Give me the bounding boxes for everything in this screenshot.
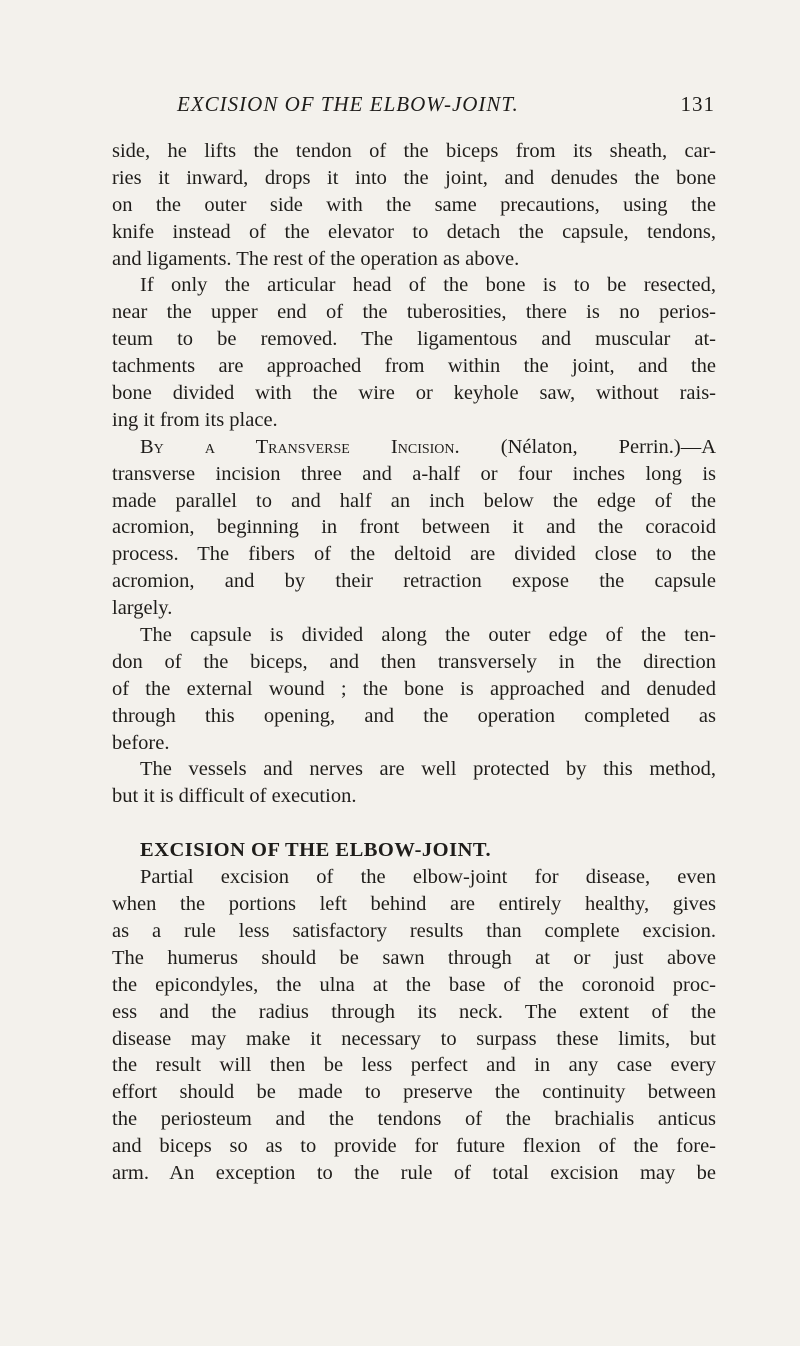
text-line: through this opening, and the operation completed as [112, 704, 716, 727]
text-line: side, he lifts the tendon of the biceps from its sheath, car- [112, 140, 716, 162]
run-in-heading: By a Transverse Incision. [140, 435, 460, 458]
text-line: the periosteum and the tendons of the brachialis anticus [112, 1108, 716, 1131]
text-line: made parallel to and half an inch below the edge of the [112, 489, 716, 512]
text-line: ess and the radius through its neck. The extent of the [112, 1000, 716, 1023]
text-fragment: (Nélaton, Perrin.)—A [500, 435, 717, 458]
text-line: and ligaments. The rest of the operation as above. [112, 247, 520, 270]
text-line: largely. [112, 597, 173, 620]
text-line: of the external wound ; the bone is approached and denuded [112, 677, 716, 700]
text-line: near the upper end of the tuberosities, there is no perios- [112, 301, 716, 324]
text-line: but it is difficult of execution. [112, 785, 357, 808]
text-line: when the portions left behind are entirely healthy, gives [112, 893, 716, 916]
text-line: transverse incision three and a-half or four inches long is [112, 462, 716, 485]
text-line: and biceps so as to provide for future flexion of the fore- [112, 1135, 716, 1158]
text-line: process. The fibers of the deltoid are divided close to the [112, 543, 716, 566]
paragraph-opening-line [112, 434, 716, 461]
page-body [112, 138, 716, 1187]
section-heading: EXCISION OF THE ELBOW-JOINT. [140, 839, 492, 862]
text-line: on the outer side with the same precautions, using the [112, 193, 716, 216]
text-line: The capsule is divided along the outer edge of the ten- [140, 624, 716, 647]
text-line: The humerus should be sawn through at or just above [112, 946, 716, 969]
text-line: effort should be made to preserve the continuity between [112, 1081, 716, 1104]
text-line: ing it from its place. [112, 408, 278, 431]
text-line: as a rule less satisfactory results than complete excision. [112, 919, 716, 942]
text-line: acromion, and by their retraction expose the capsule [112, 570, 716, 593]
text-line: tachments are approached from within the joint, and the [112, 355, 716, 378]
text-line: before. [112, 731, 170, 754]
running-title: EXCISION OF THE ELBOW-JOINT. [177, 92, 519, 116]
page-number: 131 [680, 92, 715, 116]
text-line: If only the articular head of the bone is to be resected, [140, 274, 716, 297]
text-line: disease may make it necessary to surpass these limits, but [112, 1027, 716, 1050]
running-head [0, 92, 800, 128]
text-line: ries it inward, drops it into the joint, and denudes the bone [112, 166, 716, 189]
text-line: Partial excision of the elbow-joint for disease, even [140, 866, 716, 889]
text-line: arm. An exception to the rule of total excision may be [112, 1161, 716, 1184]
text-line: teum to be removed. The ligamentous and muscular at- [112, 328, 716, 351]
text-line: don of the biceps, and then transversely in the direction [112, 650, 716, 673]
text-line: acromion, beginning in front between it and the coracoid [112, 516, 716, 539]
text-line: The vessels and nerves are well protected by this method, [140, 758, 716, 781]
text-line: the result will then be less perfect and in any case every [112, 1054, 716, 1077]
text-line: bone divided with the wire or keyhole saw, without rais- [112, 382, 716, 405]
text-line: the epicondyles, the ulna at the base of the coronoid proc- [112, 973, 716, 996]
text-line: knife instead of the elevator to detach the capsule, tendons, [112, 220, 716, 243]
